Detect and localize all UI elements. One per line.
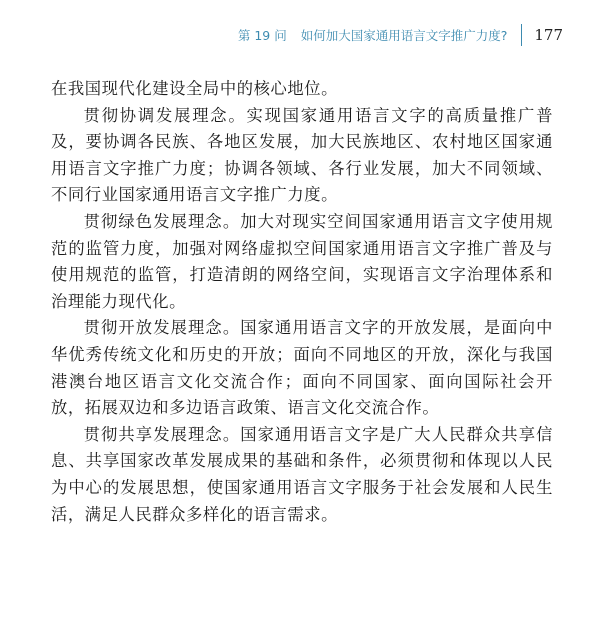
body-text: [51, 76, 553, 528]
paragraph-shared-development: 贯彻共享发展理念。国家通用语言文字是广大人民群众共享信息、共享国家改革发展成果的基础和条件，必须贯彻和体现以人民为中心的发展思想，使国家通用语言文字服务于社会发展和人民生活，满足人民群众多样化的语言需求。: [51, 424, 553, 524]
page-number: 177: [534, 26, 563, 44]
paragraph-coordinated-development: 贯彻协调发展理念。实现国家通用语言文字的高质量推广普及，要协调各民族、各地区发展，加大民族地区、农村地区国家通用语言文字推广力度；协调各领域、各行业发展，加大不同领域、不同行业国家通用语言文字推广力度。: [51, 105, 553, 205]
chapter-label: 第 19 问: [237, 28, 287, 43]
paragraph-continuation: 在我国现代化建设全局中的核心地位。: [51, 79, 338, 98]
header-divider: [521, 24, 522, 46]
running-header: [238, 22, 563, 48]
running-title: 如何加大国家通用语言文字推广力度?: [300, 28, 508, 43]
paragraph-green-development: 贯彻绿色发展理念。加大对现实空间国家通用语言文字使用规范的监管力度，加强对网络虚拟空间国家通用语言文字推广普及与使用规范的监管，打造清朗的网络空间，实现语言文字治理体系和治理能力现代化。: [51, 211, 553, 311]
paragraph-open-development: 贯彻开放发展理念。国家通用语言文字的开放发展，是面向中华优秀传统文化和历史的开放；面向不同地区的开放，深化与我国港澳台地区语言文化交流合作；面向不同国家、面向国际社会开放，拓展双边和多边语言政策、语言文化交流合作。: [51, 318, 553, 418]
